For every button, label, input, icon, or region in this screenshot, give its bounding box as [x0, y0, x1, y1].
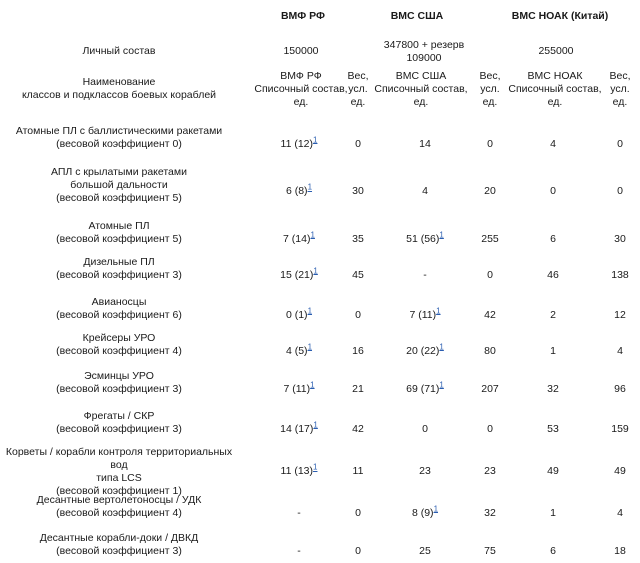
usa-count	[382, 545, 468, 558]
china-count	[520, 185, 586, 198]
ship-class-label	[0, 332, 238, 358]
personnel-china: 255000	[538, 45, 574, 57]
usa-weight-header	[472, 70, 508, 109]
russia-weight	[340, 423, 376, 436]
russia-count-value: 11 (12)	[280, 137, 314, 150]
ship-class-label-line: (весовой коэффициент 4)	[56, 507, 182, 519]
china-weight-value: 49	[614, 465, 626, 477]
russia-weight	[340, 465, 376, 478]
china-weight-value: 12	[614, 308, 626, 321]
usa-count	[382, 423, 468, 436]
footnote-link[interactable]: 1	[436, 306, 441, 315]
ship-class-label-line: Эсминцы УРО	[84, 370, 154, 382]
usa-weight-value: 75	[484, 544, 496, 557]
usa-weight-value: 80	[484, 344, 496, 357]
usa-weight-value: 0	[487, 137, 493, 150]
china-weight	[600, 309, 640, 322]
ship-class-label-line: Крейсеры УРО	[82, 332, 156, 344]
footnote-link[interactable]: 1	[439, 342, 444, 351]
china-count-value: 0	[550, 185, 556, 197]
ship-class-label-line: (весовой коэффициент 3)	[56, 545, 182, 557]
china-weight-header-line3: ед.	[612, 96, 628, 108]
china-weight	[600, 269, 640, 282]
footnote-link[interactable]: 1	[313, 266, 318, 275]
usa-count-value: 51 (56)	[406, 232, 440, 245]
ship-class-label-line: (весовой коэффициент 3)	[56, 423, 182, 435]
russia-count	[256, 507, 342, 520]
russia-weight-value: 0	[355, 308, 361, 321]
russia-weight	[340, 507, 376, 520]
russia-weight	[340, 383, 376, 396]
usa-count-header	[372, 70, 470, 109]
china-count	[520, 507, 586, 520]
footnote-link[interactable]: 1	[439, 380, 444, 389]
usa-weight-value: 23	[484, 465, 496, 477]
russia-weight-value: 30	[352, 185, 364, 197]
russia-weight-header-line3: ед.	[350, 96, 366, 108]
usa-count-header-line2: Списочный состав,	[374, 83, 468, 95]
usa-weight	[472, 233, 508, 246]
russia-weight-value: 0	[355, 506, 361, 519]
china-weight-value: 4	[617, 344, 623, 357]
footnote-link[interactable]: 1	[313, 420, 318, 429]
china-count-value: 46	[547, 268, 559, 281]
ship-class-label-line: (весовой коэффициент 6)	[56, 309, 182, 321]
ship-class-label-line: Фрегаты / СКР	[83, 410, 155, 422]
russia-weight-value: 42	[352, 422, 364, 435]
china-weight-value: 0	[617, 185, 623, 197]
footnote-link[interactable]: 1	[313, 135, 318, 144]
russia-count-header-line3: ед.	[293, 96, 309, 108]
usa-count-value: 25	[419, 544, 431, 557]
russia-count	[256, 545, 342, 558]
ship-class-label-line: АПЛ с крылатыми ракетами	[51, 166, 187, 178]
russia-weight-value: 11	[352, 465, 364, 477]
china-count-header-line3: ед.	[547, 96, 563, 108]
russia-count-value: 6 (8)	[285, 185, 308, 197]
ship-class-label-line: (весовой коэффициент 5)	[56, 233, 182, 245]
china-count	[520, 465, 586, 478]
usa-count-value: 4	[422, 185, 428, 197]
usa-count	[382, 306, 468, 322]
usa-count	[382, 504, 468, 520]
ship-class-label	[0, 220, 238, 246]
china-weight	[600, 423, 640, 436]
china-count-value: 6	[550, 544, 556, 557]
russia-count	[256, 342, 342, 358]
usa-count	[382, 269, 468, 282]
class-name-header	[0, 76, 238, 102]
usa-count-value: -	[423, 268, 427, 281]
ship-class-label	[0, 370, 238, 396]
usa-count-value: 7 (11)	[409, 308, 437, 321]
ship-class-label-line: Десантные корабли-доки / ДВКД	[39, 532, 199, 544]
footnote-link[interactable]: 1	[439, 230, 444, 239]
russia-weight	[340, 185, 376, 198]
russia-count-value: 15 (21)	[280, 268, 314, 281]
ship-class-label-line: (весовой коэффициент 3)	[56, 269, 182, 281]
china-count	[520, 233, 586, 246]
russia-weight	[340, 545, 376, 558]
china-count-value: 1	[550, 344, 556, 357]
china-weight-header	[602, 70, 638, 109]
russia-count-value: 7 (11)	[283, 382, 311, 395]
usa-count	[382, 465, 468, 478]
usa-count-value: 69 (71)	[406, 382, 440, 395]
personnel-label: Личный состав	[82, 45, 156, 57]
china-count-value: 4	[550, 137, 556, 150]
russia-count-header-line1: ВМФ РФ	[280, 70, 322, 82]
ship-class-label	[0, 296, 238, 322]
ship-class-label-line: (весовой коэффициент 4)	[56, 345, 182, 357]
china-count-value: 32	[547, 382, 559, 395]
ship-class-label-line: Десантные вертолетоносцы / УДК	[36, 494, 202, 506]
usa-weight-header-line2: усл.	[480, 83, 500, 95]
ship-class-label-line: (весовой коэффициент 3)	[56, 383, 182, 395]
russia-count	[256, 306, 342, 322]
usa-weight	[472, 423, 508, 436]
usa-count-value: 20 (22)	[406, 344, 440, 357]
ship-class-label-line: типа LCS	[96, 472, 142, 484]
usa-count	[382, 380, 468, 396]
usa-weight	[472, 507, 508, 520]
usa-weight-header-line1: Вес,	[479, 70, 501, 82]
personnel-usa-line2: 109000	[406, 52, 442, 64]
usa-count-value: 14	[419, 137, 431, 150]
ship-class-label-line: (весовой коэффициент 5)	[56, 192, 182, 204]
china-count-header-line1: ВМС НОАК	[527, 70, 583, 82]
usa-weight	[472, 383, 508, 396]
usa-weight	[472, 138, 508, 151]
china-count	[520, 545, 586, 558]
russia-weight	[340, 309, 376, 322]
usa-count	[382, 138, 468, 151]
russia-weight-value: 21	[352, 382, 364, 395]
footnote-link[interactable]: 1	[307, 182, 313, 192]
russia-weight-header	[340, 70, 376, 109]
usa-count-value: 23	[419, 465, 431, 477]
china-weight-value: 30	[614, 232, 626, 245]
usa-weight-value: 255	[481, 232, 499, 245]
ship-class-label	[0, 410, 238, 436]
russia-count	[256, 230, 342, 246]
ship-class-label-line: Корветы / корабли контроля территориальных вод	[5, 446, 233, 471]
ship-class-label	[0, 494, 238, 520]
russia-count-header	[252, 70, 350, 109]
footnote-link[interactable]: 1	[313, 462, 318, 472]
personnel-russia: 150000	[283, 45, 319, 57]
usa-weight	[472, 269, 508, 282]
usa-count-header-line1: ВМС США	[395, 70, 447, 82]
china-weight-header-line2: усл.	[610, 83, 630, 95]
ship-class-label-line: Авианосцы	[91, 296, 147, 308]
russia-count-value: 7 (14)	[283, 232, 311, 245]
ship-class-label-line: Атомные ПЛ	[88, 220, 150, 232]
personnel-usa	[378, 39, 470, 65]
china-weight	[600, 233, 640, 246]
usa-count	[382, 185, 468, 198]
russia-count	[256, 420, 342, 436]
usa-weight	[472, 465, 508, 478]
russia-count	[256, 266, 342, 282]
usa-count	[382, 342, 468, 358]
china-count	[520, 345, 586, 358]
footnote-link[interactable]: 1	[433, 504, 439, 513]
usa-weight	[472, 185, 508, 198]
china-count-value: 2	[550, 308, 556, 321]
russia-weight-value: 45	[352, 268, 364, 281]
russia-weight-value: 0	[355, 137, 361, 150]
china-weight-value: 4	[617, 506, 623, 519]
ship-class-label-line: (весовой коэффициент 0)	[56, 138, 182, 150]
russia-weight-header-line1: Вес,	[347, 70, 369, 82]
russia-weight	[340, 138, 376, 151]
china-count	[520, 309, 586, 322]
china-weight-value: 159	[611, 422, 629, 435]
russia-count	[256, 380, 342, 396]
usa-weight-value: 42	[484, 308, 496, 321]
china-count-value: 6	[550, 232, 556, 245]
russia-weight	[340, 345, 376, 358]
china-count-header-line2: Списочный состав,	[508, 83, 602, 95]
ship-class-label	[0, 256, 238, 282]
china-count	[520, 138, 586, 151]
footnote-link[interactable]: 1	[307, 306, 313, 315]
russia-weight	[340, 233, 376, 246]
ship-class-label-line: большой дальности	[70, 179, 168, 191]
russia-weight-header-line2: усл.	[348, 83, 368, 95]
china-weight-value: 138	[611, 268, 629, 281]
class-name-header-line1: Наименование	[82, 76, 156, 88]
russia-count-value: -	[297, 544, 301, 557]
china-count-value: 49	[547, 465, 559, 477]
china-weight-value: 18	[614, 544, 626, 557]
china-weight	[600, 507, 640, 520]
russia-count-value: -	[297, 506, 301, 519]
china-weight	[600, 185, 640, 198]
usa-weight-header-line3: ед.	[482, 96, 498, 108]
china-weight-header-line1: Вес,	[609, 70, 631, 82]
china-weight	[600, 465, 640, 478]
ship-class-label-line: Атомные ПЛ с баллистическими ракетами	[15, 125, 223, 137]
usa-weight-value: 0	[487, 422, 493, 435]
usa-count-value: 8 (9)	[411, 506, 434, 519]
ship-class-label	[0, 446, 238, 498]
usa-weight-value: 207	[481, 382, 499, 395]
china-count	[520, 383, 586, 396]
ship-class-label	[0, 166, 238, 205]
china-count	[520, 269, 586, 282]
china-weight-value: 0	[617, 137, 623, 150]
footnote-link[interactable]: 1	[310, 380, 315, 389]
russia-weight-value: 16	[352, 344, 364, 357]
russia-count-value: 0 (1)	[285, 308, 308, 321]
footnote-link[interactable]: 1	[310, 230, 315, 239]
china-count-value: 53	[547, 422, 559, 435]
usa-weight-value: 32	[484, 506, 496, 519]
russia-weight-value: 35	[352, 232, 364, 245]
russia-count-header-line2: Списочный состав,	[254, 83, 348, 95]
header-russia: ВМФ РФ	[280, 10, 326, 22]
ship-class-label	[0, 125, 238, 151]
china-weight	[600, 345, 640, 358]
header-china: ВМС НОАК (Китай)	[511, 10, 609, 22]
russia-count-value: 11 (13)	[280, 465, 314, 477]
russia-count	[256, 182, 342, 198]
usa-count-header-line3: ед.	[413, 96, 429, 108]
russia-count	[256, 462, 342, 478]
ship-class-label-line: Дизельные ПЛ	[83, 256, 155, 268]
class-name-header-line2: классов и подклассов боевых кораблей	[21, 89, 217, 101]
russia-weight	[340, 269, 376, 282]
russia-count-value: 14 (17)	[280, 422, 314, 435]
china-weight	[600, 383, 640, 396]
china-count	[520, 423, 586, 436]
usa-count-value: 0	[422, 422, 428, 435]
usa-weight	[472, 309, 508, 322]
usa-count	[382, 230, 468, 246]
ship-class-label	[0, 532, 238, 558]
china-weight	[600, 545, 640, 558]
ship-class-label-line: (весовой коэффициент 1)	[56, 485, 182, 497]
footnote-link[interactable]: 1	[307, 342, 313, 351]
china-weight-value: 96	[614, 382, 626, 395]
china-weight	[600, 138, 640, 151]
usa-weight-value: 0	[487, 268, 493, 281]
china-count-value: 1	[550, 506, 556, 519]
personnel-usa-line1: 347800 + резерв	[383, 39, 465, 51]
russia-count-value: 4 (5)	[285, 344, 308, 357]
russia-count	[256, 135, 342, 151]
china-count-header	[506, 70, 604, 109]
header-usa: ВМС США	[390, 10, 444, 22]
usa-weight	[472, 345, 508, 358]
russia-weight-value: 0	[355, 544, 361, 557]
usa-weight	[472, 545, 508, 558]
usa-weight-value: 20	[484, 185, 496, 197]
